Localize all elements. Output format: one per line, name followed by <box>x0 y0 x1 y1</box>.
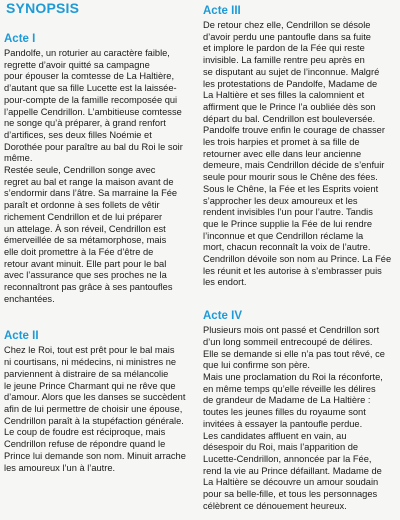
act-2-title: Acte II <box>4 330 39 343</box>
act-4-section <box>203 307 396 512</box>
act-3-title: Acte III <box>203 5 241 17</box>
act-4-text: Plusieurs mois ont passé et Cendrillon sort d’un long sommeil entrecoupé de délires. Elle se demande si elle n’a pas tout rêvé, ce que lui confirme son père. Mais une proclamation du Roi la réconforte, en même temps qu’elle réveille les délires de grandeur de Madame de La Haltière : toutes les jeunes filles du royaume sont invitées à essayer la pantoufle perdue. Les candidates affluent en vain, au désespoir du Roi, mais l’apparition de Lucette-Cendrillon, annoncée par la Fée, rend la vie au Prince défaillant. Madame de La Haltière se découvre un amour soudain pour sa belle-fille, et tous les personnages célèbrent ce dénouement heureux. <box>203 325 385 511</box>
act-2-section <box>4 327 194 474</box>
page-title: SYNOPSIS <box>6 0 80 16</box>
act-3-section <box>203 2 396 289</box>
right-column <box>203 2 396 520</box>
left-column <box>4 30 194 482</box>
act-1-section <box>4 30 194 305</box>
act-1-title: Acte I <box>4 33 36 45</box>
act-3-text: De retour chez elle, Cendrillon se désole d’avoir perdu une pantoufle dans sa fuite et implore le pardon de la Fée qui reste invisible. La famille rentre peu après en se disputant au sujet de l’inconnue. Malgré les protestations de Pandolfe, Madame de La Haltière et ses filles la calomnient et affirment que le Prince l’a oubliée dès son départ du bal. Cendrillon est bouleversée. Pandolfe trouve enfin le courage de chasser les trois harpies et promet à sa fille de retourner avec elle dans leur ancienne demeure, mais Cendrillon décide de s’enfuir seule pour mourir sous le Chêne des fées. Sous le Chêne, la Fée et les Esprits voient s’approcher les deux amoureux et les rendent invisibles l’un pour l’autre. Tandis que le Prince supplie la Fée de lui rendre l’inconnue et que Cendrillon réclame la mort, chacun reconnaît la voix de l’autre. Cendrillon dévoile son nom au Prince. La Fée les réunit et les autorise à s’embrasser puis les endort. <box>203 20 392 288</box>
act-4-title: Acte IV <box>203 310 242 323</box>
act-1-text: Pandolfe, un roturier au caractère faible, regrette d’avoir quitté sa campagne pour épouser la comtesse de La Haltière, d’autant que sa fille Lucette est la laissée- pour-compte de la famille recomposée qui l’appelle Cendrillon. L’ambitieuse comtesse ne songe qu’à préparer, à grand renfort d’artifices, ses deux filles Noémie et Dorothée pour paraître au bal du Roi le soir même. Restée seule, Cendrillon songe avec regret au bal et range la maison avant de s’endormir dans l’âtre. Sa marraine la Fée paraît et ordonne à ses follets de vêtir richement Cendrillon et de lui préparer un attelage. À son réveil, Cendrillon est émerveillée de sa métamorphose, mais elle doit promettre à la Fée d’être de retour avant minuit. Elle part pour le bal avec l’assurance que ses proches ne la reconnaîtront pas grâce à ses pantoufles enchantées. <box>4 48 183 304</box>
act-2-text: Chez le Roi, tout est prêt pour le bal mais ni courtisans, ni médecins, ni ministres ne parviennent à distraire de sa mélancolie le jeune Prince Charmant qui ne rêve que d’amour. Alors que les danses se succèdent afin de lui permettre de choisir une épouse, Cendrillon paraît à la stupéfaction générale. Le coup de foudre est réciproque, mais Cendrillon refuse de répondre quand le Prince lui demande son nom. Minuit arrache les amoureux l’un à l’autre. <box>4 345 186 473</box>
